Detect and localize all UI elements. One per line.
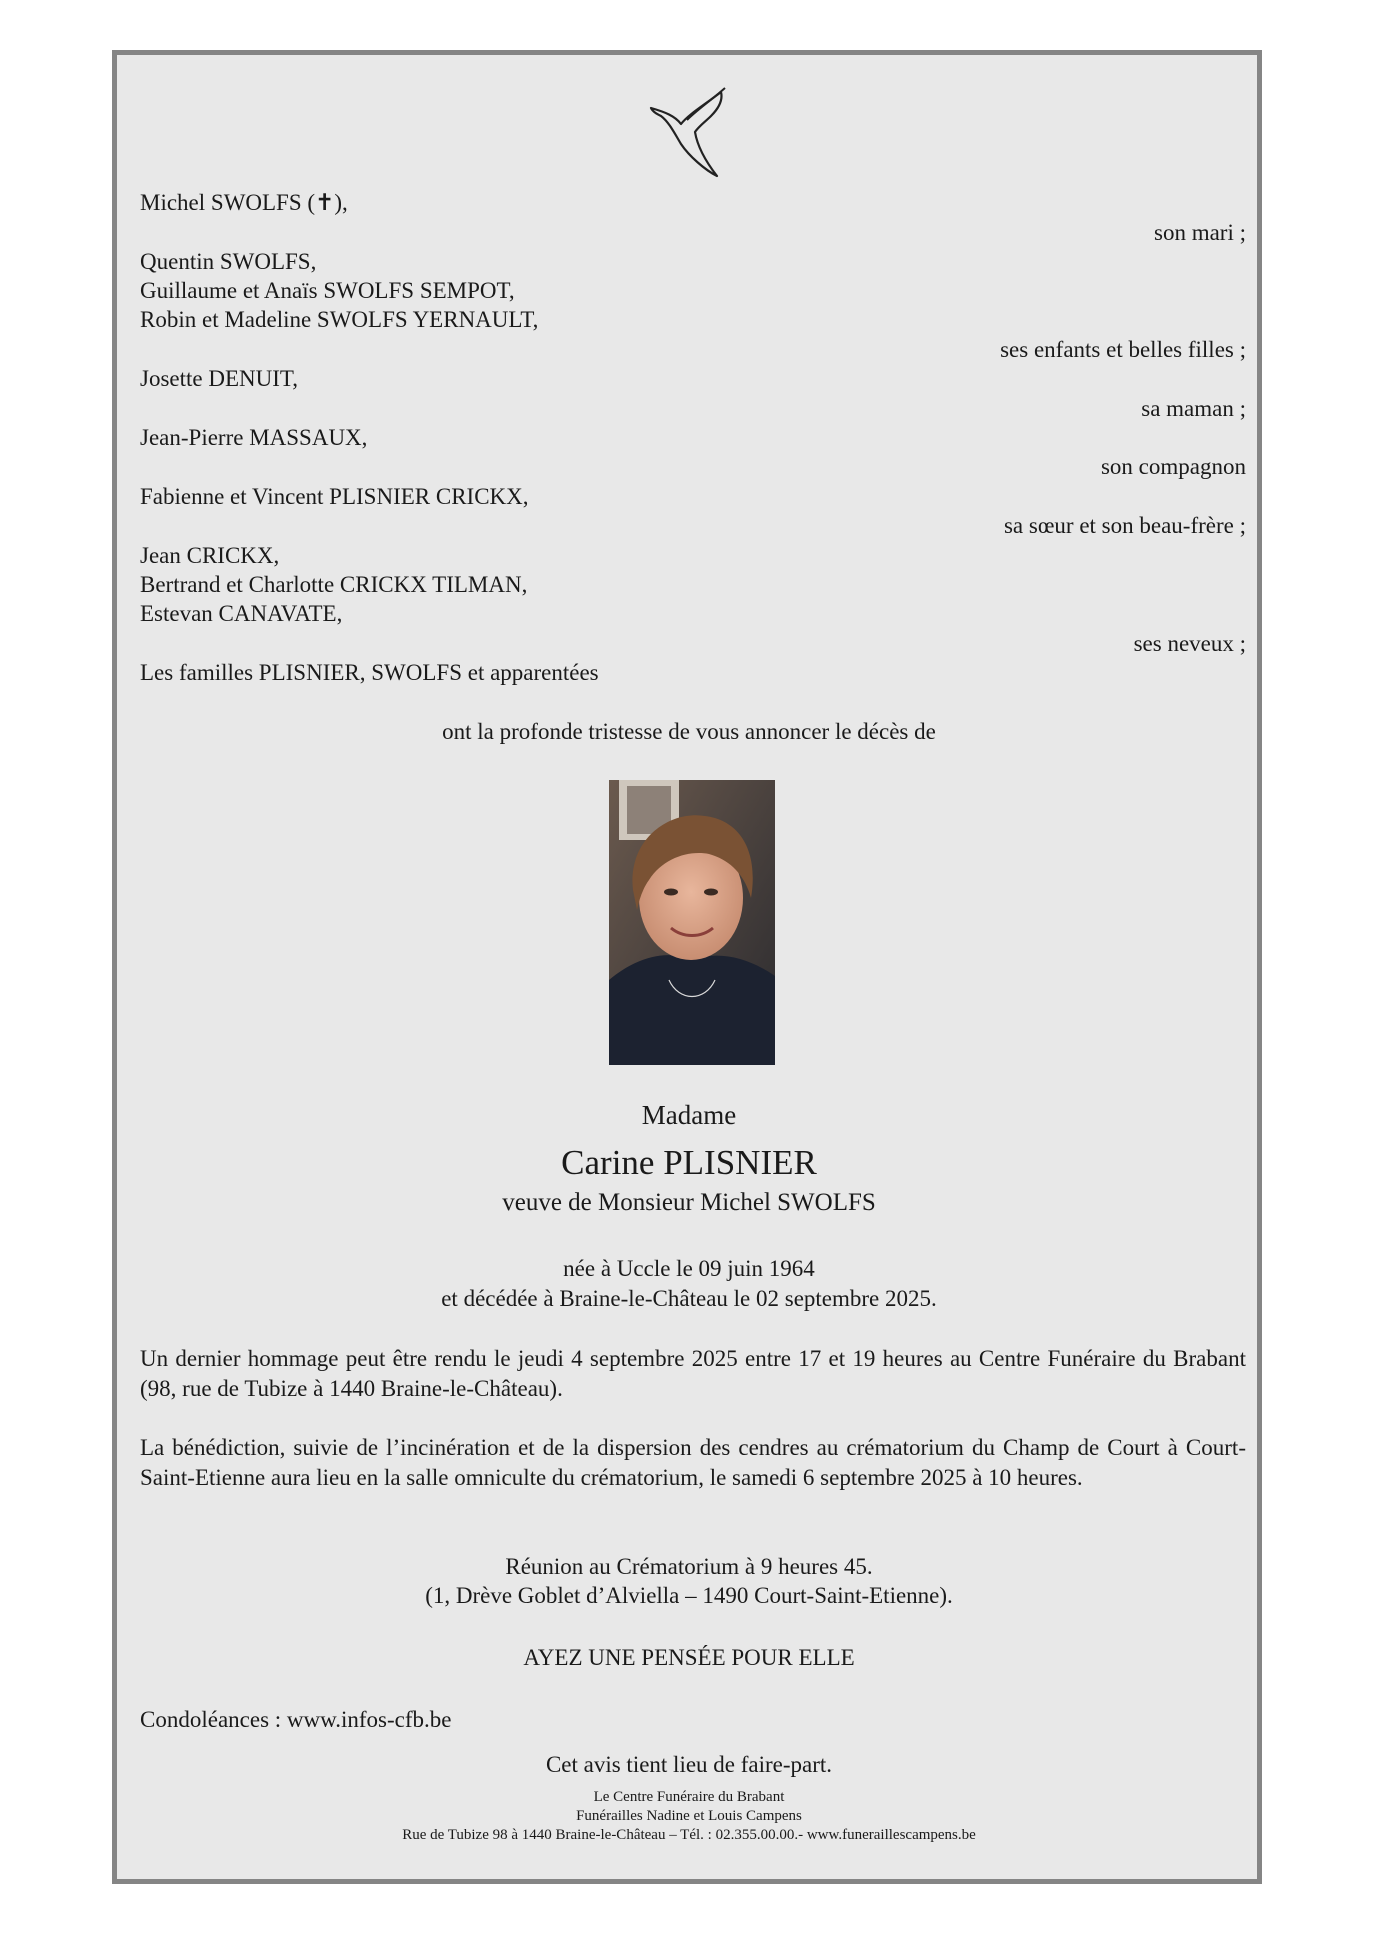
footer-line-1: Le Centre Funéraire du Brabant bbox=[593, 1789, 785, 1805]
child-1: Quentin SWOLFS, bbox=[140, 249, 317, 274]
notice-line: Cet avis tient lieu de faire-part. bbox=[545, 1752, 833, 1777]
mother-role: sa maman ; bbox=[1141, 396, 1246, 421]
companion-name: Jean-Pierre MASSAUX, bbox=[140, 425, 368, 450]
meeting-line-2: (1, Drève Goblet d’Alviella – 1490 Court-Saint-Etienne). bbox=[425, 1583, 953, 1608]
portrait-photo bbox=[609, 780, 775, 1065]
families-line: Les familles PLISNIER, SWOLFS et apparentées bbox=[140, 660, 599, 685]
sister-name: Fabienne et Vincent PLISNIER CRICKX, bbox=[140, 484, 529, 509]
deceased-name: Carine PLISNIER bbox=[561, 1143, 817, 1182]
nephews-role: ses neveux ; bbox=[1133, 631, 1246, 656]
sister-role: sa sœur et son beau-frère ; bbox=[1003, 513, 1246, 538]
footer-line-2: Funérailles Nadine et Louis Campens bbox=[576, 1808, 802, 1824]
announcement: ont la profonde tristesse de vous annoncer le décès de bbox=[442, 719, 936, 744]
condolences-line: Condoléances : www.infos-cfb.be bbox=[140, 1707, 452, 1732]
thought-line: AYEZ UNE PENSÉE POUR ELLE bbox=[523, 1645, 855, 1670]
deceased-subtitle: veuve de Monsieur Michel SWOLFS bbox=[502, 1189, 876, 1216]
husband-role: son mari ; bbox=[1154, 220, 1246, 245]
footer-line-3: Rue de Tubize 98 à 1440 Braine-le-Château – Tél. : 02.355.00.00.- www.funeraillescampens.be bbox=[402, 1827, 976, 1843]
death-line: et décédée à Braine-le-Château le 02 septembre 2025. bbox=[441, 1286, 937, 1311]
ceremony-paragraph: La bénédiction, suivie de l’incinération et de la dispersion des cendres au crématorium du Champ de Court à Court-Saint-Etienne aura lieu en la salle omniculte du crématorium, le samedi 6 septembre 2025 à 10 heures. bbox=[140, 1435, 1246, 1490]
nephew-1: Jean CRICKX, bbox=[140, 543, 280, 568]
nephew-2: Bertrand et Charlotte CRICKX TILMAN, bbox=[140, 572, 528, 597]
deceased-title: Madame bbox=[641, 1100, 737, 1130]
child-2: Guillaume et Anaïs SWOLFS SEMPOT, bbox=[140, 278, 515, 303]
mother-name: Josette DENUIT, bbox=[140, 366, 298, 391]
meeting-line-1: Réunion au Crématorium à 9 heures 45. bbox=[505, 1554, 873, 1579]
dove-icon bbox=[645, 86, 735, 182]
child-3: Robin et Madeline SWOLFS YERNAULT, bbox=[140, 307, 539, 332]
children-role: ses enfants et belles filles ; bbox=[1000, 337, 1246, 362]
birth-line: née à Uccle le 09 juin 1964 bbox=[563, 1256, 815, 1281]
tribute-paragraph: Un dernier hommage peut être rendu le jeudi 4 septembre 2025 entre 17 et 19 heures au Centre Funéraire du Brabant (98, rue de Tubize à 1440 Braine-le-Château). bbox=[140, 1346, 1246, 1401]
companion-role: son compagnon bbox=[1100, 454, 1246, 479]
husband-name: Michel SWOLFS (✝), bbox=[140, 190, 348, 215]
nephew-3: Estevan CANAVATE, bbox=[140, 601, 343, 626]
